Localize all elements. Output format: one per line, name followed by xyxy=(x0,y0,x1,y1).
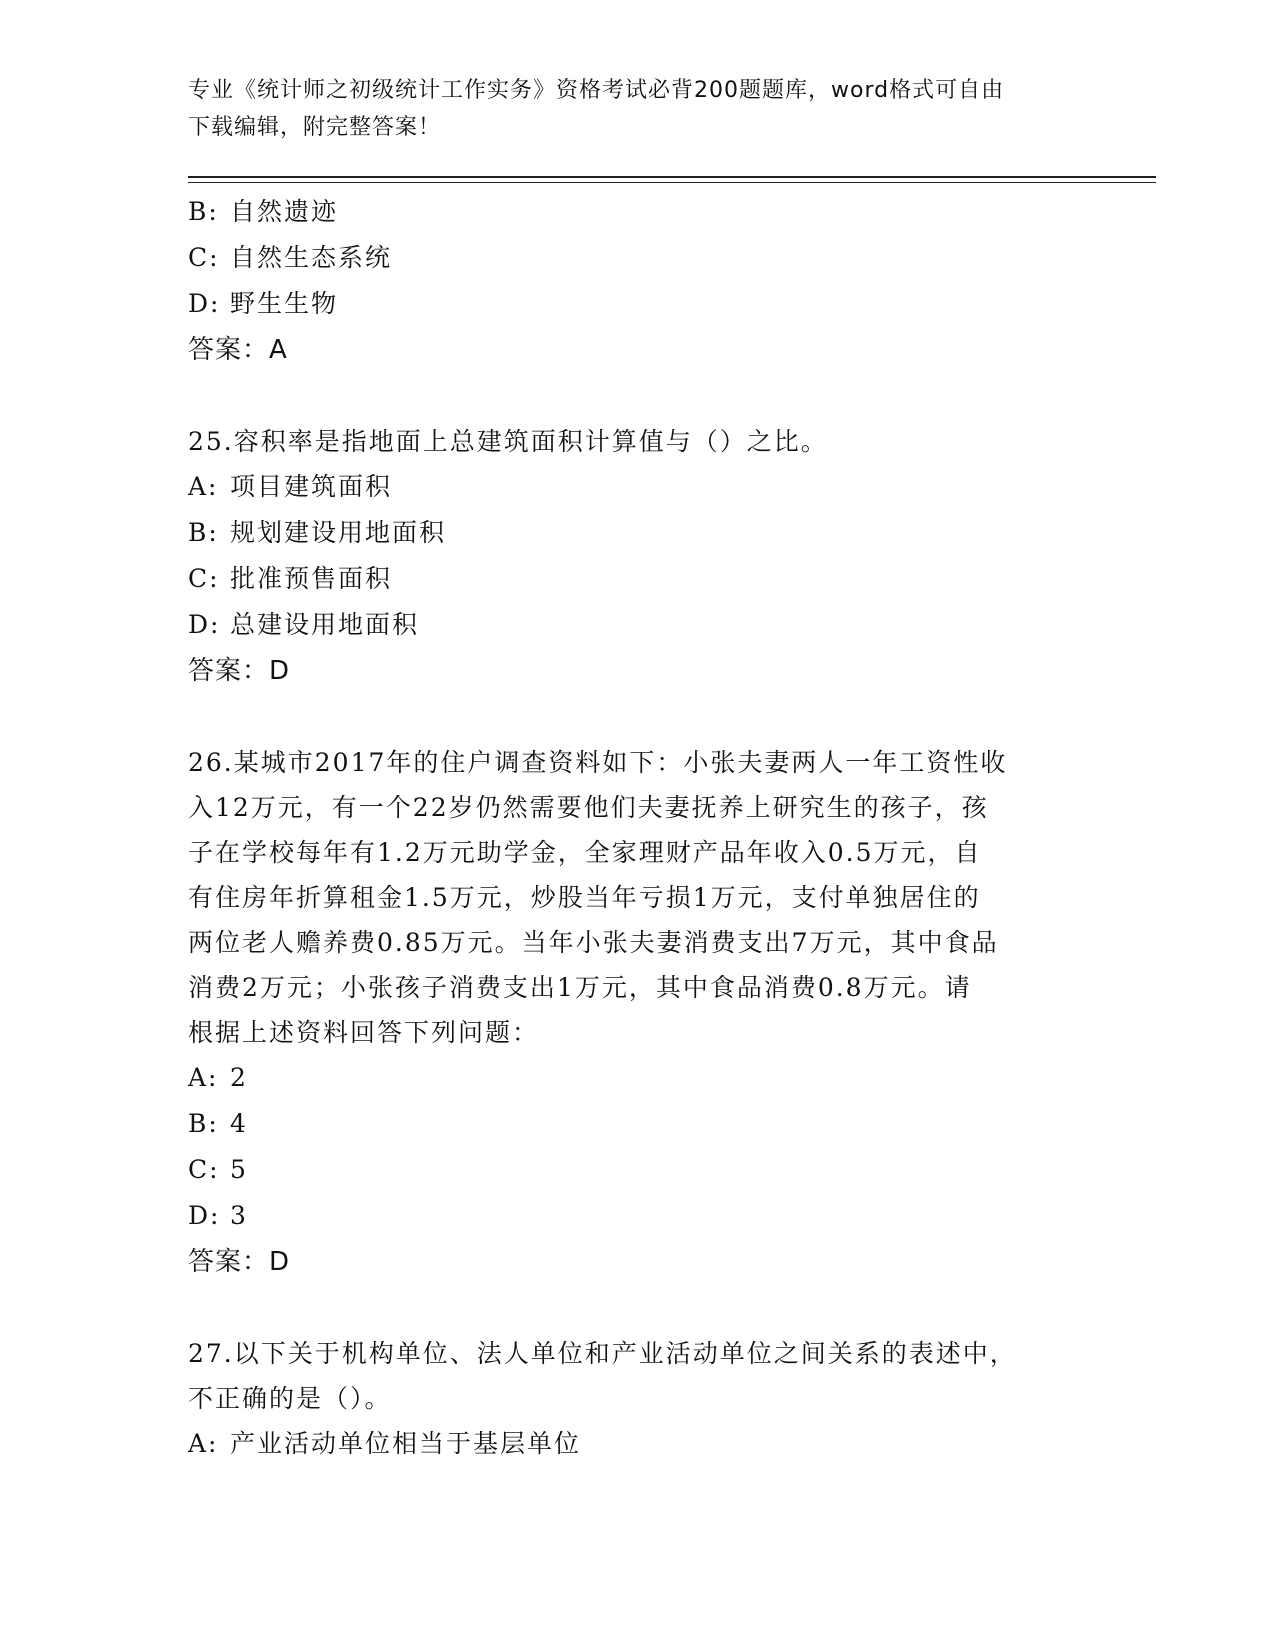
answer-line: 答案：D xyxy=(188,1247,291,1277)
option-text: 批准预售面积 xyxy=(230,564,393,593)
option-d xyxy=(188,602,1068,648)
option-d xyxy=(188,281,1068,327)
option-text: 规划建设用地面积 xyxy=(230,518,447,547)
question-25 xyxy=(188,419,1068,694)
answer-line: 答案：D xyxy=(188,656,291,686)
header-rule-thick xyxy=(188,176,1156,178)
option-letter: A: xyxy=(188,1429,219,1458)
option-letter: D: xyxy=(188,289,221,318)
option-b xyxy=(188,1101,1068,1147)
option-text: 项目建筑面积 xyxy=(230,472,393,501)
option-text: 自然遗迹 xyxy=(230,197,339,226)
option-letter: B: xyxy=(188,197,219,226)
option-text: 4 xyxy=(230,1109,248,1138)
option-a xyxy=(188,1055,1068,1101)
answer-line: 答案：A xyxy=(188,335,288,365)
option-letter: D: xyxy=(188,1201,221,1230)
question-stem-line: 26.某城市2017年的住户调查资料如下：小张夫妻两人一年工资性收 xyxy=(188,748,1008,777)
option-c xyxy=(188,556,1068,602)
option-text: 2 xyxy=(230,1063,248,1092)
option-a xyxy=(188,464,1068,510)
option-letter: B: xyxy=(188,518,219,547)
question-24 xyxy=(188,189,1068,373)
option-text: 产业活动单位相当于基层单位 xyxy=(230,1429,582,1458)
option-text: 总建设用地面积 xyxy=(230,610,420,639)
question-body xyxy=(188,189,1068,1467)
question-27 xyxy=(188,1331,1068,1467)
header-line-2: 下载编辑，附完整答案！ xyxy=(188,115,442,140)
question-26 xyxy=(188,740,1068,1285)
option-c xyxy=(188,235,1068,281)
option-text: 野生生物 xyxy=(230,289,339,318)
page-header xyxy=(188,72,1068,146)
question-stem-line: 入12万元，有一个22岁仍然需要他们夫妻抚养上研究生的孩子，孩 xyxy=(188,793,989,822)
option-a xyxy=(188,1421,1068,1467)
question-stem-line: 消费2万元；小张孩子消费支出1万元，其中食品消费0.8万元。请 xyxy=(188,973,972,1002)
option-letter: A: xyxy=(188,472,219,501)
question-stem: 25.容积率是指地面上总建筑面积计算值与（）之比。 xyxy=(188,427,828,456)
option-text: 自然生态系统 xyxy=(230,243,393,272)
option-c xyxy=(188,1147,1068,1193)
question-stem-line: 两位老人赡养费0.85万元。当年小张夫妻消费支出7万元，其中食品 xyxy=(188,928,999,957)
header-line-1: 专业《统计师之初级统计工作实务》资格考试必背200题题库，word格式可自由 xyxy=(188,78,1005,103)
option-letter: A: xyxy=(188,1063,219,1092)
question-stem-line: 不正确的是（）。 xyxy=(188,1384,392,1413)
question-stem-line: 有住房年折算租金1.5万元，炒股当年亏损1万元，支付单独居住的 xyxy=(188,883,981,912)
option-letter: B: xyxy=(188,1109,219,1138)
option-d xyxy=(188,1193,1068,1239)
question-stem-line: 子在学校每年有1.2万元助学金，全家理财产品年收入0.5万元，自 xyxy=(188,838,982,867)
option-letter: C: xyxy=(188,1155,220,1184)
option-b xyxy=(188,189,1068,235)
option-letter: C: xyxy=(188,243,220,272)
question-stem-line: 27.以下关于机构单位、法人单位和产业活动单位之间关系的表述中， xyxy=(188,1339,1017,1368)
option-letter: D: xyxy=(188,610,221,639)
question-stem-line: 根据上述资料回答下列问题： xyxy=(188,1018,540,1047)
option-b xyxy=(188,510,1068,556)
option-letter: C: xyxy=(188,564,220,593)
header-rule-thin xyxy=(188,182,1156,183)
option-text: 5 xyxy=(230,1155,248,1184)
option-text: 3 xyxy=(230,1201,248,1230)
